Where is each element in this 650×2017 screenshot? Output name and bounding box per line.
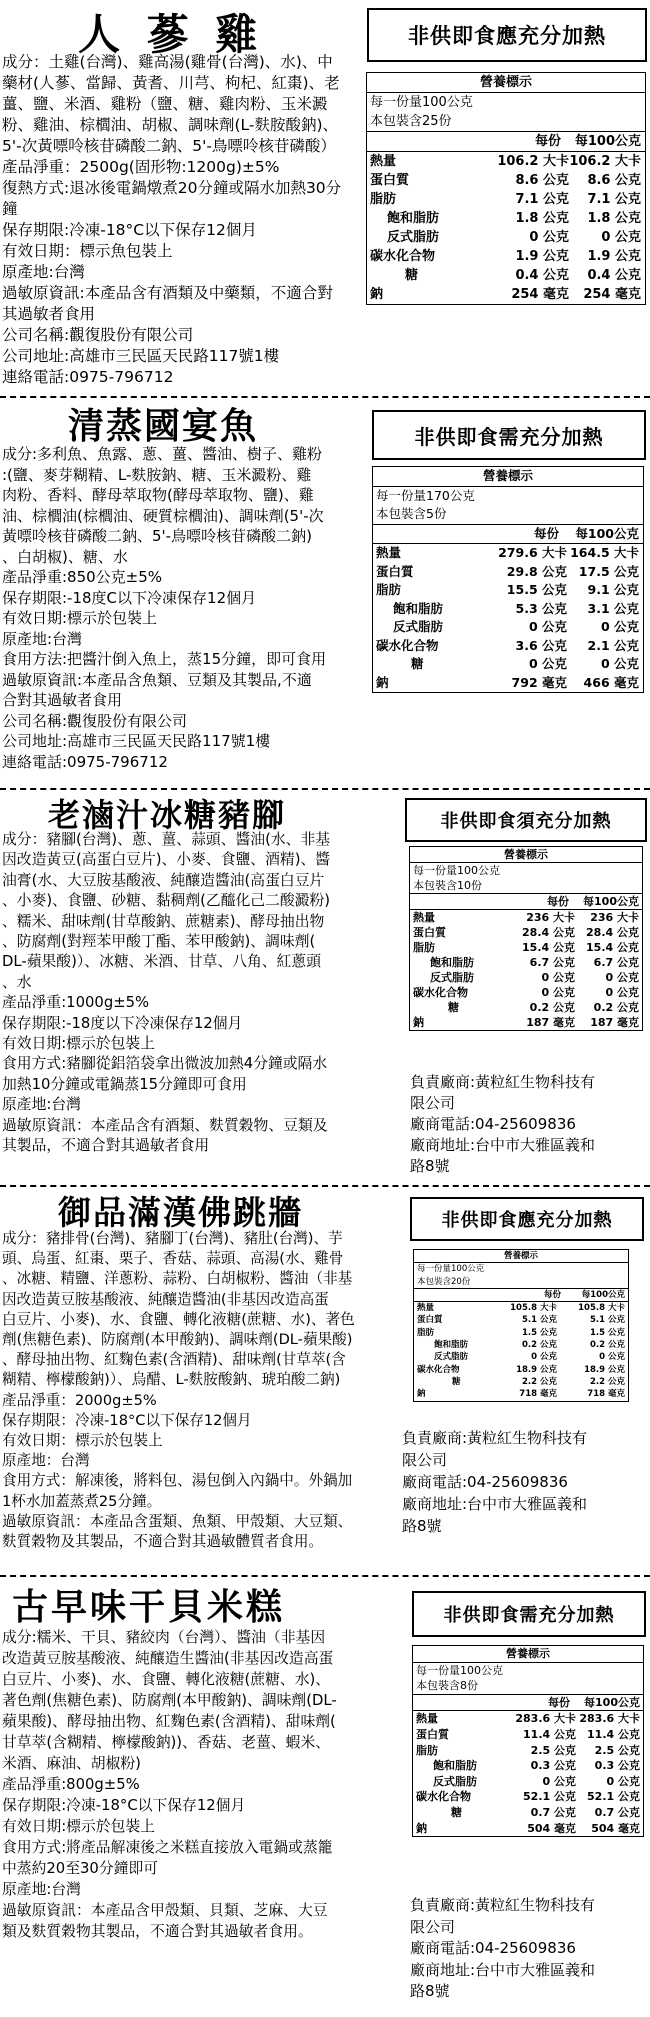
text-line: 、白胡椒)、糖、水	[2, 547, 128, 566]
nutrition-header: 每份 每100公克	[367, 132, 645, 152]
nutrition-row: 飽和脂肪 5.3 公克 3.1 公克	[393, 600, 639, 616]
text-line: 、冰糖、精鹽、洋蔥粉、蒜粉、白胡椒粉、醬油（非基	[2, 1270, 353, 1288]
text-line: 連絡電話:0975-796712	[2, 752, 168, 771]
text-line: 路8號	[402, 1517, 442, 1535]
text-line: 甘草萃(含糊精、檸檬酸鈉))、香菇、老薑、蝦米、	[2, 1734, 331, 1751]
text-line: 限公司	[402, 1451, 448, 1469]
nutrition-row: 蛋白質 8.6 公克 8.6 公克	[370, 173, 641, 188]
text-line: 負責廠商:黃粒紅生物科技有	[410, 1073, 596, 1091]
nutrition-row: 反式脂肪 0 公克 0 公克	[387, 230, 641, 245]
text-line: 、酵母抽出物、紅麴色素(含酒精)、甜味劑(甘草萃(含	[2, 1351, 346, 1369]
nutrition-row: 熱量 283.6 大卡 283.6 大卡	[416, 1712, 640, 1726]
nutrition-header: 每份 每100公克	[414, 1289, 628, 1302]
manufacturer-info	[410, 1072, 595, 1177]
text-line: 成分:糯米、干貝、豬絞肉（台灣）、醬油（非基因	[2, 1629, 326, 1646]
nutrition-title: 營養標示	[373, 467, 643, 487]
product-title: 古早味干貝米糕	[12, 1587, 286, 1628]
text-line: 有效日期:標示於包裝上	[2, 1818, 155, 1835]
nutrition-row: 鈉 504 毫克 504 毫克	[416, 1821, 640, 1835]
product-section-5	[0, 1577, 650, 2017]
text-line: 食用方法:把醬汁倒入魚上，蒸15分鐘，即可食用	[2, 650, 327, 668]
text-line: 過敏原資訊:本產品含魚類、豆類及其製品,不適	[2, 670, 312, 689]
text-line: 有效日期:標示於包裝上	[2, 609, 158, 627]
text-line: 黃嘌呤核苷磷酸二鈉、5'-鳥嘌呤核苷磷酸二鈉)	[2, 527, 312, 545]
nutrition-row: 糖 0.2 公克 0.2 公克	[448, 1001, 639, 1014]
text-line: 成分：豬腳(台灣)、蔥、薑、蒜頭、醬油(水、非基	[2, 831, 331, 848]
text-line: 廠商電話:04-25609836	[402, 1473, 568, 1491]
nutrition-row: 糖 2.2 公克 2.2 公克	[452, 1376, 625, 1387]
serving-info: 每一份量100公克 本包裝含8份	[413, 1663, 643, 1695]
text-line: 糊精、檸檬酸鈉)）、烏醋、L-麩胺酸鈉、琥珀酸二鈉)	[2, 1371, 341, 1389]
text-line: 、糯米、甜味劑(甘草酸鈉、蔗糖素)、酵母抽出物	[2, 912, 325, 930]
nutrition-title: 營養標示	[414, 1250, 628, 1263]
text-line: 保存期限:-18度以下冷凍保存12個月	[2, 1014, 243, 1032]
text-line: 保存期限:-18度C以下冷凍保存12個月	[2, 588, 257, 607]
text-line: 廠商電話:04-25609836	[410, 1115, 576, 1133]
text-line: 麩質穀物及其製品，不適合對其過敏體質者食用。	[2, 1533, 324, 1551]
text-line: :(鹽、麥芽糊精、L-麩胺鈉、糖、玉米澱粉、雞	[2, 465, 312, 484]
heating-notice: 非供即食須充分加熱	[405, 798, 647, 842]
nutrition-row: 脂肪 1.5 公克 1.5 公克	[417, 1327, 625, 1338]
nutrition-table	[409, 846, 643, 1031]
serving-info: 每一份量100公克 本包裝含20份	[414, 1263, 628, 1289]
text-line: 原產地：台灣	[2, 1452, 90, 1470]
nutrition-row: 鈉 718 毫克 718 毫克	[417, 1389, 625, 1400]
text-line: 公司名稱:觀復股份有限公司	[2, 326, 194, 344]
nutrition-row: 熱量 106.2 大卡 106.2 大卡	[370, 154, 641, 169]
text-line: 有效日期：標示魚包裝上	[2, 242, 173, 260]
text-line: 過敏原資訊:本產品含有酒類及中藥類，不適合對	[2, 284, 333, 302]
nutrition-row: 蛋白質 28.4 公克 28.4 公克	[413, 926, 639, 939]
serving-info: 每一份量170公克 本包裝含5份	[373, 487, 643, 525]
text-line: 負責廠商:黃粒紅生物科技有	[410, 1896, 596, 1914]
text-line: 粉、雞油、棕櫚油、胡椒、調味劑(L-麩胺酸鈉)、	[2, 116, 339, 134]
nutrition-header: 每份 每100公克	[373, 525, 643, 545]
nutrition-row: 脂肪 2.5 公克 2.5 公克	[416, 1743, 640, 1757]
text-line: 產品淨重:800g±5%	[2, 1776, 140, 1793]
text-line: 廠商地址:台中市大雅區義和	[410, 1136, 596, 1154]
nutrition-row: 碳水化合物 1.9 公克 1.9 公克	[370, 249, 641, 264]
text-line: 食用方式：解凍後，將料包、湯包倒入內鍋中。外鍋加	[2, 1472, 353, 1490]
text-line: 路8號	[410, 1157, 450, 1175]
nutrition-row: 反式脂肪 0 公克 0 公克	[433, 1774, 640, 1788]
text-line: 公司名稱:觀復股份有限公司	[2, 711, 188, 730]
manufacturer-info	[402, 1427, 587, 1537]
nutrition-row: 蛋白質 5.1 公克 5.1 公克	[417, 1315, 625, 1326]
nutrition-row: 碳水化合物 52.1 公克 52.1 公克	[416, 1790, 640, 1804]
heating-notice: 非供即食應充分加熱	[367, 8, 647, 62]
text-line: 鐘	[2, 200, 18, 218]
product-title: 老滷汁冰糖豬腳	[48, 796, 287, 834]
manufacturer-info	[410, 1895, 595, 2003]
product-section-2	[0, 398, 650, 788]
text-line: 合對其過敏者食用	[2, 691, 123, 709]
nutrition-title: 營養標示	[413, 1646, 643, 1663]
text-line: 、防腐劑(對羥苯甲酸丁酯、苯甲酸鈉)、調味劑(	[2, 933, 316, 951]
nutrition-row: 碳水化合物 0 公克 0 公克	[413, 986, 639, 999]
text-line: 保存期限:冷凍-18°C以下保存12個月	[2, 221, 257, 239]
text-line: DL-蘋果酸)）、冰糖、米酒、甘草、八角、紅蔥頭	[2, 953, 322, 971]
text-line: 因改造黃豆(高蛋白豆片)、小麥、食鹽、酒精)、醬	[2, 851, 331, 869]
nutrition-row: 脂肪 15.4 公克 15.4 公克	[413, 941, 639, 954]
product-title: 人 蔘 雞	[78, 10, 264, 59]
text-line: 白豆片、小麥)、水、食鹽、轉化液糖(蔗糖、水)、著色	[2, 1310, 355, 1328]
text-line: 限公司	[410, 1094, 456, 1112]
nutrition-row: 蛋白質 11.4 公克 11.4 公克	[416, 1727, 640, 1741]
nutrition-row: 反式脂肪 0 公克 0 公克	[430, 971, 639, 984]
nutrition-row: 碳水化合物 3.6 公克 2.1 公克	[376, 637, 639, 653]
nutrition-row: 飽和脂肪 0.2 公克 0.2 公克	[434, 1340, 625, 1351]
text-line: 過敏原資訊：本產品含蛋類、魚類、甲殼類、大豆類、	[2, 1512, 353, 1530]
text-line: 成分：土雞(台灣)、雞高湯(雞骨(台灣)、水)、中	[2, 53, 333, 71]
text-line: 中蒸約20至30分鐘即可	[2, 1860, 159, 1877]
text-line: 保存期限：冷凍-18°C以下保存12個月	[2, 1411, 252, 1429]
product-title: 清蒸國宴魚	[68, 406, 259, 447]
text-line: 復熱方式:退冰後電鍋燉煮20分鐘或隔水加熱30分	[2, 179, 342, 197]
text-line: 連絡電話:0975-796712	[2, 368, 174, 386]
text-line: 油膏(水、大豆胺基酸液、純釀造醬油(高蛋白豆片	[2, 871, 325, 889]
nutrition-row: 飽和脂肪 0.3 公克 0.3 公克	[433, 1759, 640, 1773]
text-line: 成分：豬排骨(台灣)、豬腳丁(台灣)、豬肚(台灣)、芋	[2, 1230, 343, 1247]
text-line: 廠商電話:04-25609836	[410, 1939, 576, 1957]
text-line: 負責廠商:黃粒紅生物科技有	[402, 1429, 588, 1447]
product-section-4	[0, 1187, 650, 1582]
text-line: 原產地:台灣	[2, 263, 85, 281]
nutrition-row: 飽和脂肪 1.8 公克 1.8 公克	[387, 211, 641, 226]
product-description	[2, 52, 341, 388]
text-line: 肉粉、香料、酵母萃取物(酵母萃取物、鹽)、雞	[2, 486, 314, 504]
nutrition-row: 蛋白質 29.8 公克 17.5 公克	[376, 563, 639, 579]
serving-info: 每一份量100公克 本包裝含25份	[367, 93, 645, 132]
heating-notice: 非供即食需充分加熱	[412, 1591, 646, 1637]
product-description	[2, 1229, 355, 1552]
text-line: 蘋果酸)、酵母抽出物、紅麴色素(含酒精)、甜味劑(	[2, 1713, 336, 1730]
text-line: 白豆片、小麥)、水、食鹽、轉化液糖(蔗糖、水)、	[2, 1671, 331, 1688]
nutrition-row: 糖 0.7 公克 0.7 公克	[451, 1805, 640, 1819]
text-line: 著色劑(焦糖色素)、防腐劑(本甲酸鈉)、調味劑(DL-	[2, 1692, 337, 1709]
text-line: 限公司	[410, 1917, 456, 1936]
nutrition-row: 碳水化合物 18.9 公克 18.9 公克	[417, 1364, 625, 1375]
text-line: 、小麥)、食鹽、砂糖、黏稠劑(乙醯化己二酸澱粉)	[2, 892, 331, 910]
text-line: 公司地址:高雄市三民區天民路117號1樓	[2, 732, 271, 750]
text-line: 成分:多利魚、魚露、蔥、薑、醬油、樹子、雞粉	[2, 445, 323, 463]
text-line: 原產地:台灣	[2, 1096, 81, 1114]
nutrition-row: 脂肪 7.1 公克 7.1 公克	[370, 192, 641, 207]
text-line: 頭、烏蛋、紅棗、栗子、香菇、蒜頭、高湯(水、雞骨	[2, 1250, 344, 1268]
text-line: 產品淨重:850公克±5%	[2, 568, 163, 586]
text-line: 食用方式:將產品解凍後之米糕直接放入電鍋或蒸籠	[2, 1839, 333, 1856]
product-section-1	[0, 0, 650, 395]
text-line: 產品淨重：2000g±5%	[2, 1391, 157, 1409]
text-line: 過敏原資訊：本產品含甲殼類、貝類、芝麻、大豆	[2, 1902, 328, 1919]
text-line: 原產地:台灣	[2, 1881, 81, 1898]
nutrition-title: 營養標示	[367, 73, 645, 93]
nutrition-row: 熱量 279.6 大卡 164.5 大卡	[376, 545, 639, 560]
nutrition-header: 每份 每100公克	[413, 1695, 643, 1712]
nutrition-row: 飽和脂肪 6.7 公克 6.7 公克	[430, 956, 639, 969]
product-title: 御品滿漢佛跳牆	[58, 1193, 303, 1232]
text-line: 原產地:台灣	[2, 629, 83, 648]
product-section-3	[0, 790, 650, 1190]
text-line: 有效日期:標示於包裝上	[2, 1035, 155, 1053]
heating-notice: 非供即食需充分加熱	[372, 410, 646, 460]
nutrition-table	[372, 466, 644, 693]
serving-info: 每一份量100公克 本包裝含10份	[410, 863, 642, 894]
nutrition-row: 反式脂肪 0 公克 0 公克	[393, 619, 639, 634]
text-line: 因改造黃豆胺基酸液、純釀造醬油(非基因改造高蛋	[2, 1290, 329, 1308]
text-line: 、水	[2, 973, 32, 991]
text-line: 米酒、麻油、胡椒粉)	[2, 1755, 141, 1772]
nutrition-row: 鈉 187 毫克 187 毫克	[413, 1016, 639, 1029]
text-line: 保存期限:冷凍-18°C以下保存12個月	[2, 1797, 246, 1814]
nutrition-row: 熱量 236 大卡 236 大卡	[413, 911, 639, 924]
product-description	[2, 1627, 337, 1942]
product-description	[2, 830, 330, 1157]
text-line: 1杯水加蓋蒸煮25分鐘。	[2, 1492, 162, 1510]
text-line: 類及麩質穀物其製品，不適合對其過敏者食用。	[2, 1923, 313, 1940]
text-line: 產品淨重:1000g±5%	[2, 994, 150, 1012]
text-line: 油、棕櫚油(棕櫚油、硬質棕櫚油)、調味劑(5'-次	[2, 506, 324, 525]
nutrition-row: 脂肪 15.5 公克 9.1 公克	[376, 582, 639, 597]
text-line: 公司地址:高雄市三民區天民路117號1樓	[2, 347, 280, 365]
nutrition-row: 鈉 254 毫克 254 毫克	[370, 287, 641, 302]
text-line: 產品淨重：2500g(固形物:1200g)±5%	[2, 158, 280, 176]
text-line: 過敏原資訊：本產品含有酒類、麩質穀物、豆類及	[2, 1116, 328, 1134]
text-line: 改造黃豆胺基酸液、純釀造生醬油(非基因改造高蛋	[2, 1650, 334, 1667]
text-line: 5'-次黃嘌呤核苷磷酸二鈉、5'-鳥嘌呤核苷磷酸）	[2, 137, 336, 155]
text-line: 薑、鹽、米酒、雞粉（鹽、糖、雞肉粉、玉米澱	[2, 95, 328, 113]
nutrition-title: 營養標示	[410, 847, 642, 863]
text-line: 路8號	[410, 1982, 450, 2000]
text-line: 廠商地址:台中市大雅區義和	[402, 1495, 588, 1513]
nutrition-table	[412, 1645, 644, 1837]
heating-notice: 非供即食應充分加熱	[410, 1197, 644, 1241]
text-line: 其製品，不適合對其過敏者食用	[2, 1137, 210, 1155]
text-line: 劑(焦糖色素)、防腐劑(本甲酸鈉)、調味劑(DL-蘋果酸)	[2, 1331, 353, 1349]
text-line: 其過敏者食用	[2, 305, 96, 323]
text-line: 廠商地址:台中市大雅區義和	[410, 1960, 596, 1979]
text-line: 有效日期：標示於包裝上	[2, 1432, 163, 1450]
text-line: 加熱10分鐘或電鍋蒸15分鐘即可食用	[2, 1075, 247, 1093]
nutrition-row: 反式脂肪 0 公克 0 公克	[434, 1352, 625, 1363]
nutrition-row: 糖 0 公克 0 公克	[411, 656, 639, 671]
nutrition-row: 熱量 105.8 大卡 105.8 大卡	[417, 1303, 625, 1314]
nutrition-row: 糖 0.4 公克 0.4 公克	[405, 268, 641, 283]
product-description	[2, 444, 326, 772]
text-line: 藥材(人蔘、當歸、黃耆、川芎、枸杞、紅棗)、老	[2, 74, 340, 92]
text-line: 食用方式:豬腳從鋁箔袋拿出微波加熱4分鐘或隔水	[2, 1055, 328, 1073]
nutrition-row: 鈉 792 毫克 466 毫克	[376, 674, 639, 690]
nutrition-table	[366, 72, 646, 305]
nutrition-table	[413, 1249, 629, 1402]
nutrition-header: 每份 每100公克	[410, 894, 642, 910]
